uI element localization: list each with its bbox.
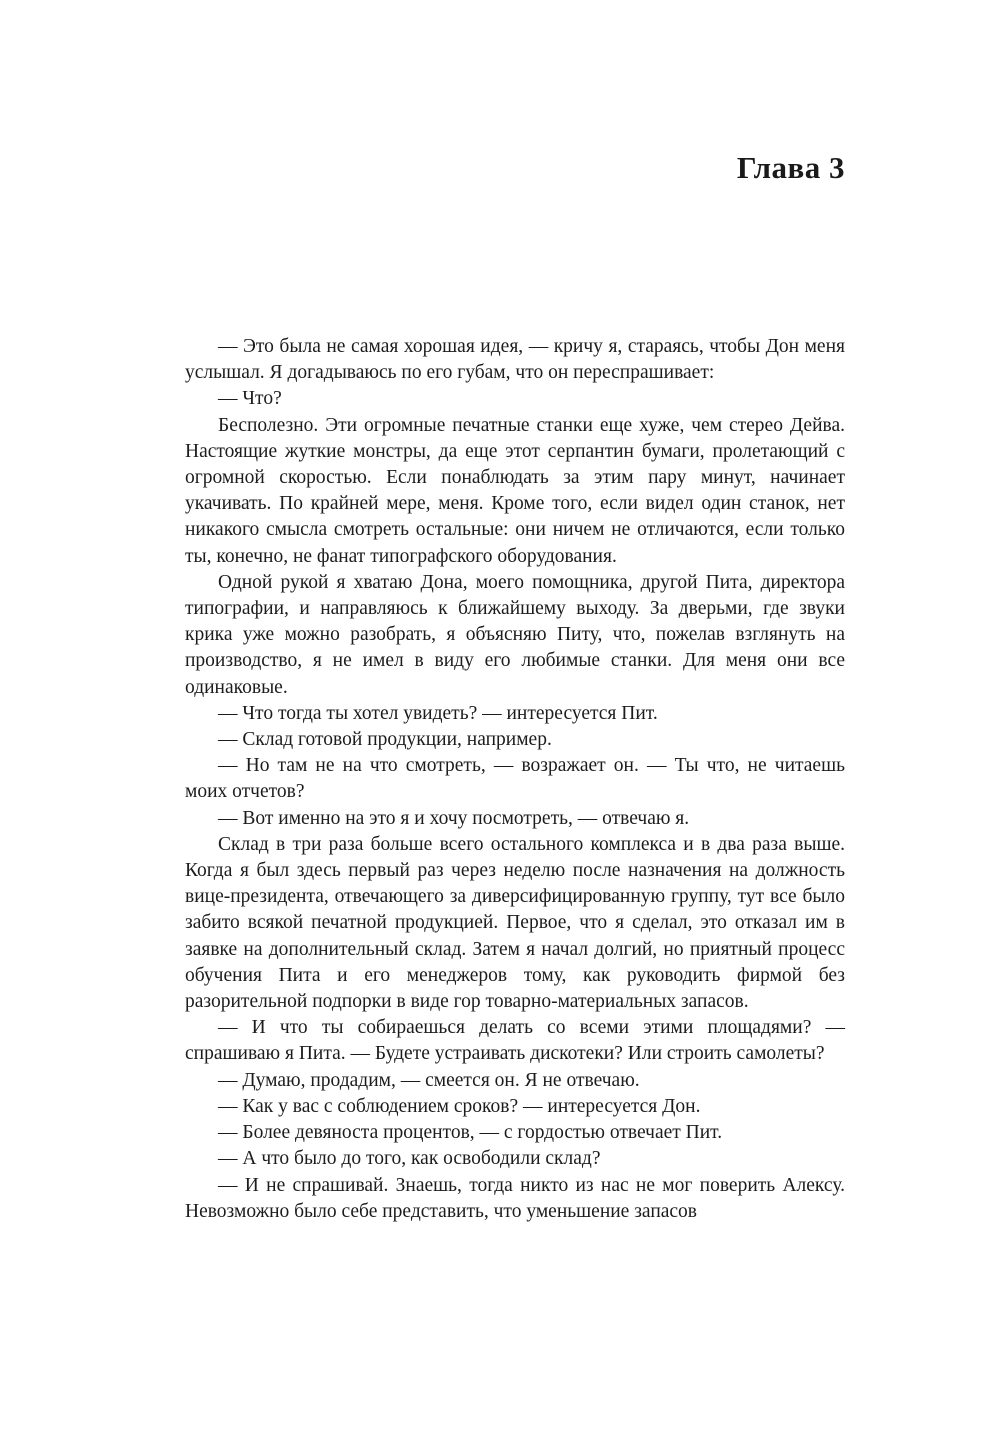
paragraph: — Что тогда ты хотел увидеть? — интересуется Пит.: [218, 702, 658, 724]
paragraph: — Как у вас с соблюдением сроков? — интересуется Дон.: [218, 1095, 701, 1117]
chapter-title: Глава 3: [736, 150, 845, 185]
paragraph: Одной рукой я хватаю Дона, моего помощника, другой Пита, директора типографии, и направляюсь к ближайшему выходу. За дверьми, где звуки крика уже можно разобрать, я объясняю Питу, что, пожелав взглянуть на производство, я не имел в виду его любимые станки. Для меня они все одинаковые.: [185, 571, 845, 698]
paragraph: — Думаю, продадим, — смеется он. Я не отвечаю.: [218, 1069, 640, 1091]
text-block: [185, 334, 845, 1225]
paragraph: — Что?: [218, 388, 282, 410]
paragraph: — Более девяноста процентов, — с гордостью отвечает Пит.: [218, 1122, 723, 1144]
paragraph: — И что ты собираешься делать со всеми этими площадями? — спрашиваю я Пита. — Будете устраивать дискотеки? Или строить самолеты?: [185, 1017, 845, 1065]
paragraph: — Вот именно на это я и хочу посмотреть, — отвечаю я.: [218, 807, 690, 829]
paragraph: — И не спрашивай. Знаешь, тогда никто из нас не мог поверить Алексу. Невозможно было себе представить, что уменьшение запасов: [185, 1174, 845, 1222]
paragraph: — Но там не на что смотреть, — возражает он. — Ты что, не читаешь моих отчетов?: [185, 755, 845, 803]
paragraph: — Склад готовой продукции, например.: [218, 729, 552, 751]
paragraph: — А что было до того, как освободили склад?: [218, 1148, 601, 1170]
paragraph: — Это была не самая хорошая идея, — кричу я, стараясь, чтобы Дон меня услышал. Я догадываюсь по его губам, что он переспрашивает:: [185, 336, 845, 384]
paragraph: Склад в три раза больше всего остального комплекса и в два раза выше. Когда я был здесь первый раз через неделю после назначения на должность вице-президента, отвечающего за диверсифицированную группу, тут все было забито всякой печатной продукцией. Первое, что я сделал, это отказал им в заявке на дополнительный склад. Затем я начал долгий, но приятный процесс обучения Пита и его менеджеров тому, как руководить фирмой без разорительной подпорки в виде гор товарно-материальных запасов.: [185, 833, 845, 1013]
paragraph: Бесполезно. Эти огромные печатные станки еще хуже, чем стерео Дейва. Настоящие жуткие монстры, да еще этот серпантин бумаги, пролетающий с огромной скоростью. Если понаблюдать за этим пару минут, начинает укачивать. По крайней мере, меня. Кроме того, если видел один станок, нет никакого смысла смотреть остальные: они ничем не отличаются, если только ты, конечно, не фанат типографского оборудования.: [185, 414, 845, 567]
